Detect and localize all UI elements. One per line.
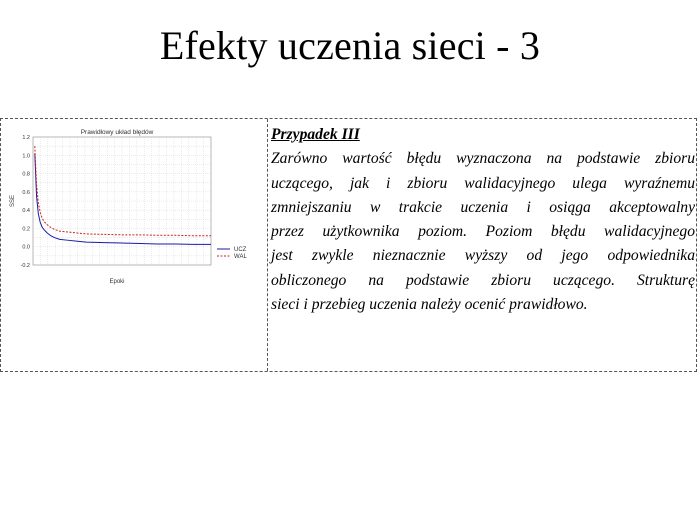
case-title: Przypadek III bbox=[271, 126, 360, 143]
y-axis-label: SSE bbox=[10, 194, 16, 208]
column-divider bbox=[267, 119, 268, 371]
y-tick-label: 1.2 bbox=[22, 135, 30, 141]
chart-title: Prawidłowy układ błędów bbox=[80, 129, 154, 136]
legend-label-ucz: UCZ bbox=[234, 247, 247, 253]
x-axis-label: Epoki bbox=[109, 279, 125, 285]
y-tick-label: 1.0 bbox=[22, 153, 30, 160]
y-axis-ticks bbox=[21, 135, 30, 269]
y-tick-label: -0.2 bbox=[20, 263, 30, 269]
description-column bbox=[271, 123, 695, 317]
paragraph-line: sieci i przebieg uczenia należy ocenić prawidłowo. bbox=[271, 296, 588, 314]
slide-title: Efekty uczenia sieci - 3 bbox=[159, 23, 541, 68]
paragraph-line: Zarówno wartość błędu wyznaczona na podstawie zbioru bbox=[271, 150, 695, 168]
error-chart bbox=[3, 123, 265, 301]
legend-label-wal: WAL bbox=[234, 254, 247, 260]
legend bbox=[217, 247, 247, 260]
y-tick-label: 0.2 bbox=[22, 226, 30, 233]
y-tick-label: 0.8 bbox=[22, 171, 30, 178]
error-chart-svg bbox=[3, 123, 265, 301]
paragraph-line: jest zwykle nieznacznie wyższy od jego odpowiednika bbox=[271, 247, 695, 265]
paragraph-line: zmniejszaniu w trakcie uczenia i osiąga akceptowalny bbox=[271, 198, 695, 216]
content-table bbox=[0, 118, 697, 372]
paragraph-line: uczącego, jak i zbioru walidacyjnego ulega wyraźnemu bbox=[271, 174, 695, 192]
paragraph-line: obliczonego na podstawie zbioru uczącego. Strukturę bbox=[271, 271, 695, 289]
y-tick-label: 0.4 bbox=[22, 208, 30, 215]
description-paragraph bbox=[271, 147, 695, 317]
y-tick-label: 0.6 bbox=[22, 189, 30, 196]
y-tick-label: 0.0 bbox=[22, 244, 30, 251]
paragraph-line: przez użytkownika poziom. Poziom błędu walidacyjnego bbox=[271, 223, 695, 241]
